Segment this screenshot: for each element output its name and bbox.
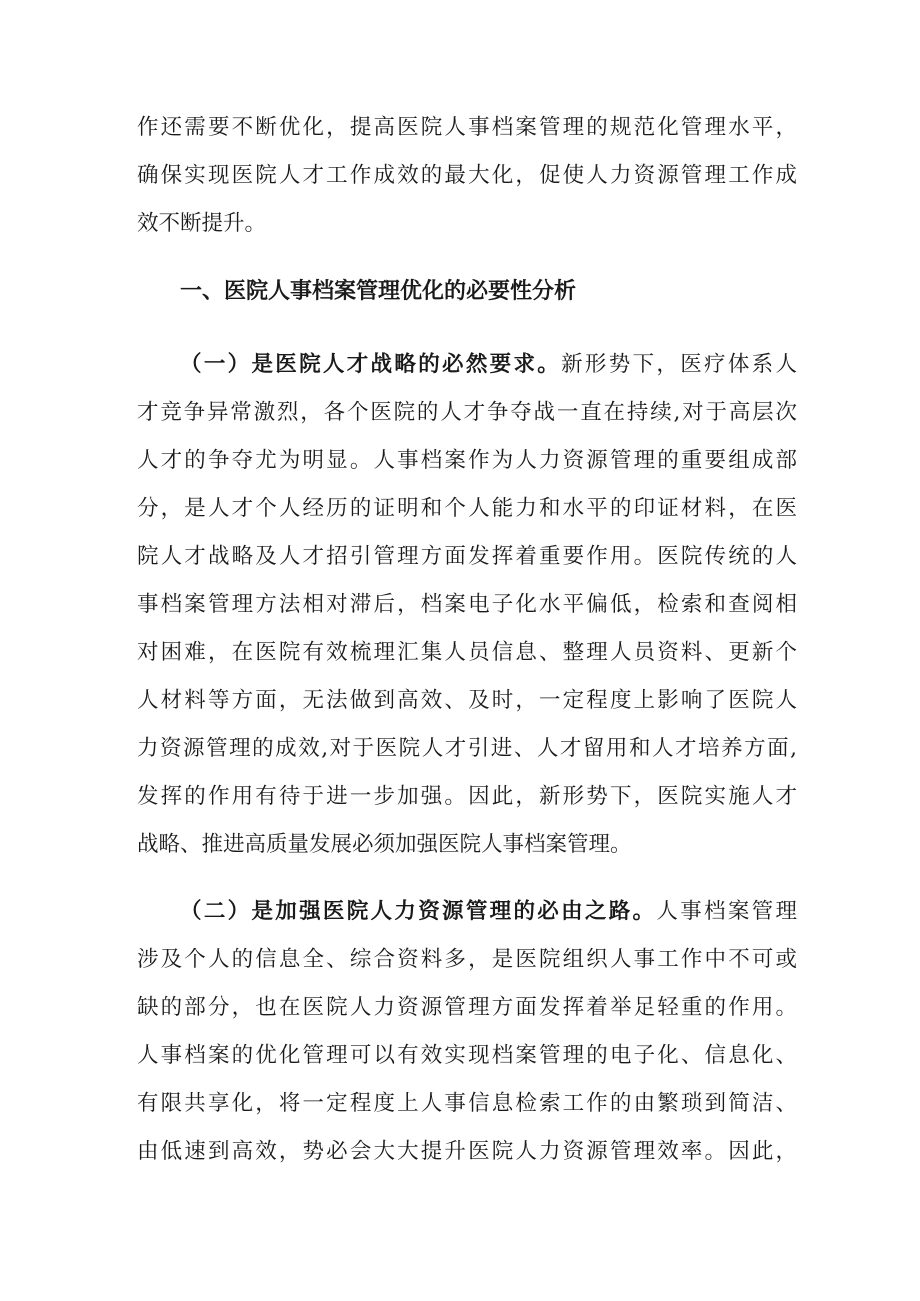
para1-lead: （一）是医院人才战略的必然要求。 <box>180 352 562 377</box>
para1-first-line <box>180 345 797 385</box>
para1-line: 战略、推进高质量发展必须加强医院人事档案管理。 <box>137 832 632 857</box>
intro-line-2: 确保实现医院人才工作成效的最大化，促使人力资源管理工作成 <box>137 163 797 188</box>
intro-line-3: 效不断提升。 <box>137 211 267 236</box>
para1-line: 力资源管理的成效,对于医院人才引进、人才留用和人才培养方面, <box>137 736 797 761</box>
para2-line: 人事档案的优化管理可以有效实现档案管理的电子化、信息化、 <box>137 1043 797 1068</box>
para1-line: 人才的争夺尤为明显。人事档案作为人力资源管理的重要组成部 <box>137 448 797 473</box>
para1-line: 对困难，在医院有效梳理汇集人员信息、整理人员资料、更新个 <box>137 640 797 665</box>
para1-line: 发挥的作用有待于进一步加强。因此，新形势下，医院实施人才 <box>137 784 797 809</box>
para1-line: 分，是人才个人经历的证明和个人能力和水平的印证材料，在医 <box>137 496 797 521</box>
para2-line: 由低速到高效，势必会大大提升医院人力资源管理效率。因此， <box>137 1139 797 1164</box>
para2-line: 缺的部分，也在医院人力资源管理方面发挥着举足轻重的作用。 <box>137 995 797 1020</box>
para1-line: 院人才战略及人才招引管理方面发挥着重要作用。医院传统的人 <box>137 544 797 569</box>
para1-line: 事档案管理方法相对滞后，档案电子化水平偏低，检索和查阅相 <box>137 592 797 617</box>
para1-line: 人材料等方面，无法做到高效、及时，一定程度上影响了医院人 <box>137 688 797 713</box>
para2-first-rest: 人事档案管理 <box>656 899 797 924</box>
section-heading: 一、医院人事档案管理优化的必要性分析 <box>180 279 577 304</box>
para2-line: 有限共享化，将一定程度上人事信息检索工作的由繁琐到简洁、 <box>137 1091 797 1116</box>
para2-line: 涉及个人的信息全、综合资料多，是医院组织人事工作中不可或 <box>137 947 797 972</box>
para2-first-line <box>180 892 797 932</box>
intro-line-1: 作还需要不断优化，提高医院人事档案管理的规范化管理水平， <box>137 115 797 140</box>
para2-lead: （二）是加强医院人力资源管理的必由之路。 <box>180 899 657 924</box>
para1-first-rest: 新形势下，医疗体系人 <box>561 352 797 377</box>
para1-line: 才竞争异常激烈，各个医院的人才争夺战一直在持续,对于高层次 <box>137 400 797 425</box>
